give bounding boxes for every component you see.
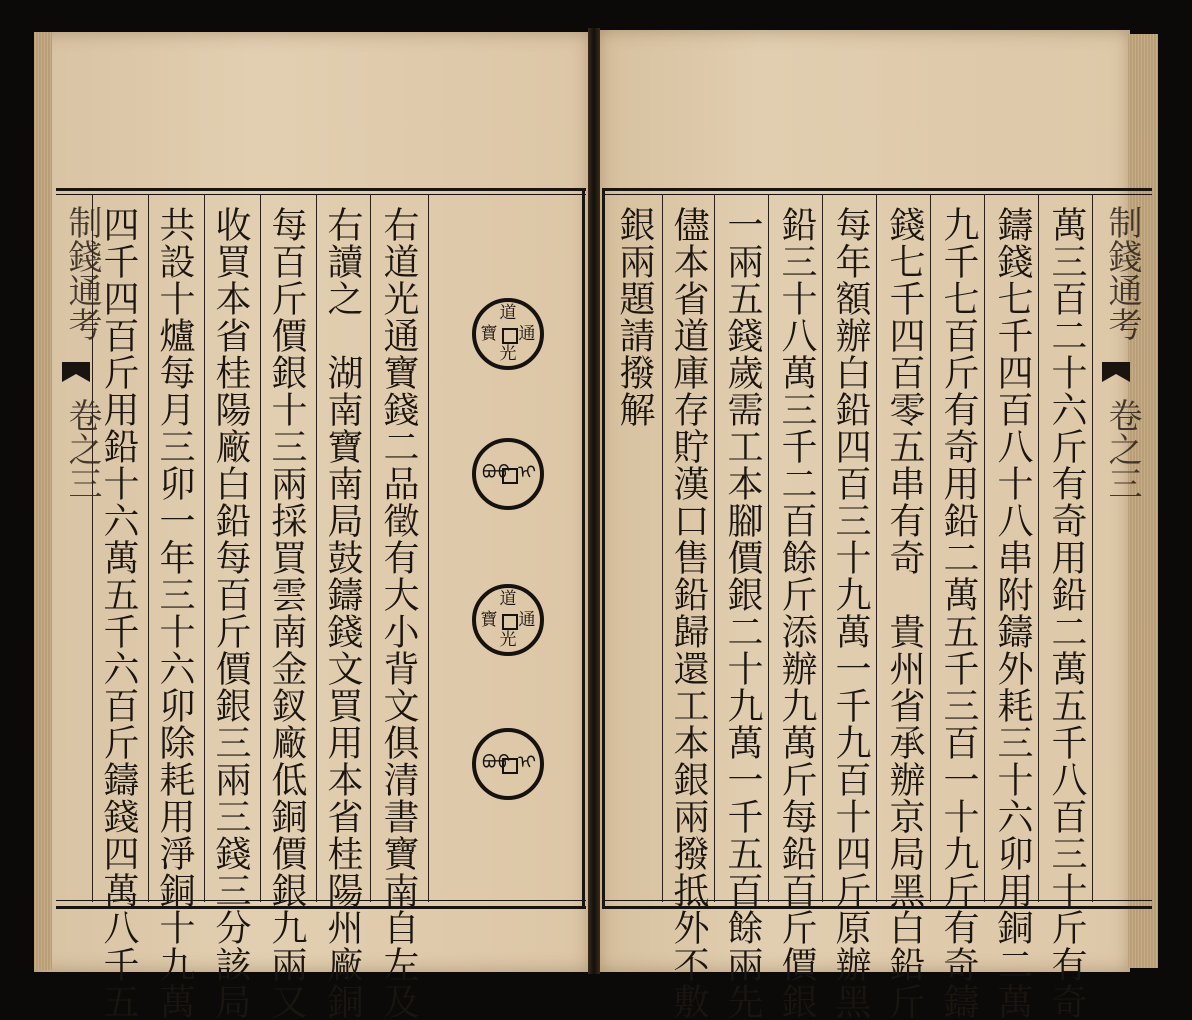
right-text-column-7: 一兩五錢歲需工本腳價銀二十九萬一千五百餘兩先	[722, 206, 763, 1020]
right-text-column-9: 銀兩題請撥解	[614, 206, 655, 428]
left-fore-edge	[34, 32, 52, 970]
coin-char-left: 寶	[480, 324, 498, 344]
left-banxin-volume: 卷之三	[62, 398, 102, 500]
coin-square-hole	[502, 614, 518, 630]
column-rule	[984, 194, 985, 902]
coin-reverse-1	[472, 438, 544, 510]
right-text-column-2: 鑄錢七千四百八十八串附鑄外耗三十六卯用銅二萬	[992, 206, 1033, 1020]
right-text-column-4: 錢七千四百零五串有奇 貴州省承辦京局黑白鉛斤	[884, 206, 925, 1020]
column-rule	[260, 194, 261, 902]
coin-obverse-1	[472, 298, 544, 370]
right-top-border-inner	[602, 194, 1152, 195]
right-text-column-8: 儘本省道庫存貯漢口售鉛歸還工本銀兩撥抵外不敷	[668, 206, 709, 1020]
left-banxin-title: 制錢通考	[62, 205, 102, 341]
left-top-border	[56, 188, 586, 191]
column-rule	[822, 194, 823, 902]
book-spine	[588, 28, 600, 974]
left-text-column-5: 共設十爐每月三卯一年三十六卯除耗用淨銅十九萬	[154, 206, 195, 1020]
left-text-column-6: 四千四百斤用鉛十六萬五千六百斤鑄錢四萬八千五	[98, 206, 139, 1020]
right-banxin-rule	[1092, 194, 1093, 902]
right-text-column-5: 每年額辦白鉛四百三十九萬一千九百十四斤原辦黑	[830, 206, 871, 1020]
coin-char-left: 寶	[480, 610, 498, 630]
coin-char-right: 通	[518, 610, 536, 630]
left-text-column-2: 右讀之 湖南寶南局鼓鑄錢文買用本省桂陽州廠銅	[322, 206, 363, 1020]
column-rule	[930, 194, 931, 902]
right-banxin-title: 制錢通考	[1102, 205, 1142, 341]
column-rule	[662, 194, 663, 902]
left-inner-border	[582, 188, 585, 909]
coin-reverse-2	[472, 728, 544, 800]
right-fore-edge	[1128, 34, 1158, 968]
column-rule	[204, 194, 205, 902]
column-rule	[428, 194, 429, 902]
coin-obverse-2	[472, 584, 544, 656]
right-text-column-6: 鉛三十八萬三千二百餘斤添辦九萬斤每鉛百斤價銀	[776, 206, 817, 1020]
column-rule	[1038, 194, 1039, 902]
right-banxin-volume: 卷之三	[1102, 398, 1142, 500]
column-rule	[370, 194, 371, 902]
right-text-column-1: 萬三百二十六斤有奇用鉛二萬五千八百三十斤有奇	[1046, 206, 1087, 1020]
left-text-column-4: 收買本省桂陽廠白鉛每百斤價銀三兩三錢三分該局	[210, 206, 251, 1020]
coin-char-top: 道	[499, 303, 517, 323]
coin-square-hole	[502, 328, 518, 344]
column-rule	[768, 194, 769, 902]
coin-char-right: 通	[518, 324, 536, 344]
right-top-border	[602, 188, 1152, 191]
coin-manchu-right: ᡳ	[518, 462, 536, 483]
coin-char-top: 道	[499, 589, 517, 609]
left-text-column-1: 右道光通寶錢二品徵有大小背文俱清書寶南自左及	[378, 206, 419, 1020]
left-top-border-inner	[56, 194, 586, 195]
right-text-column-3: 九千七百斤有奇用鉛二萬五千三百一十九斤有奇鑄	[938, 206, 979, 1020]
coin-manchu-left: ᠪᠣᠣ	[482, 462, 511, 483]
column-rule	[148, 194, 149, 902]
coin-manchu-left: ᠪᠣᠣ	[482, 752, 511, 773]
column-rule	[876, 194, 877, 902]
coin-manchu-right: ᡳ	[518, 752, 536, 773]
coin-char-bottom: 光	[499, 630, 517, 650]
column-rule	[714, 194, 715, 902]
right-inner-border	[602, 188, 605, 909]
left-text-column-3: 每百斤價銀十三兩採買雲南金釵廠低銅價銀九兩又	[266, 206, 307, 1020]
column-rule	[316, 194, 317, 902]
coin-char-bottom: 光	[499, 344, 517, 364]
